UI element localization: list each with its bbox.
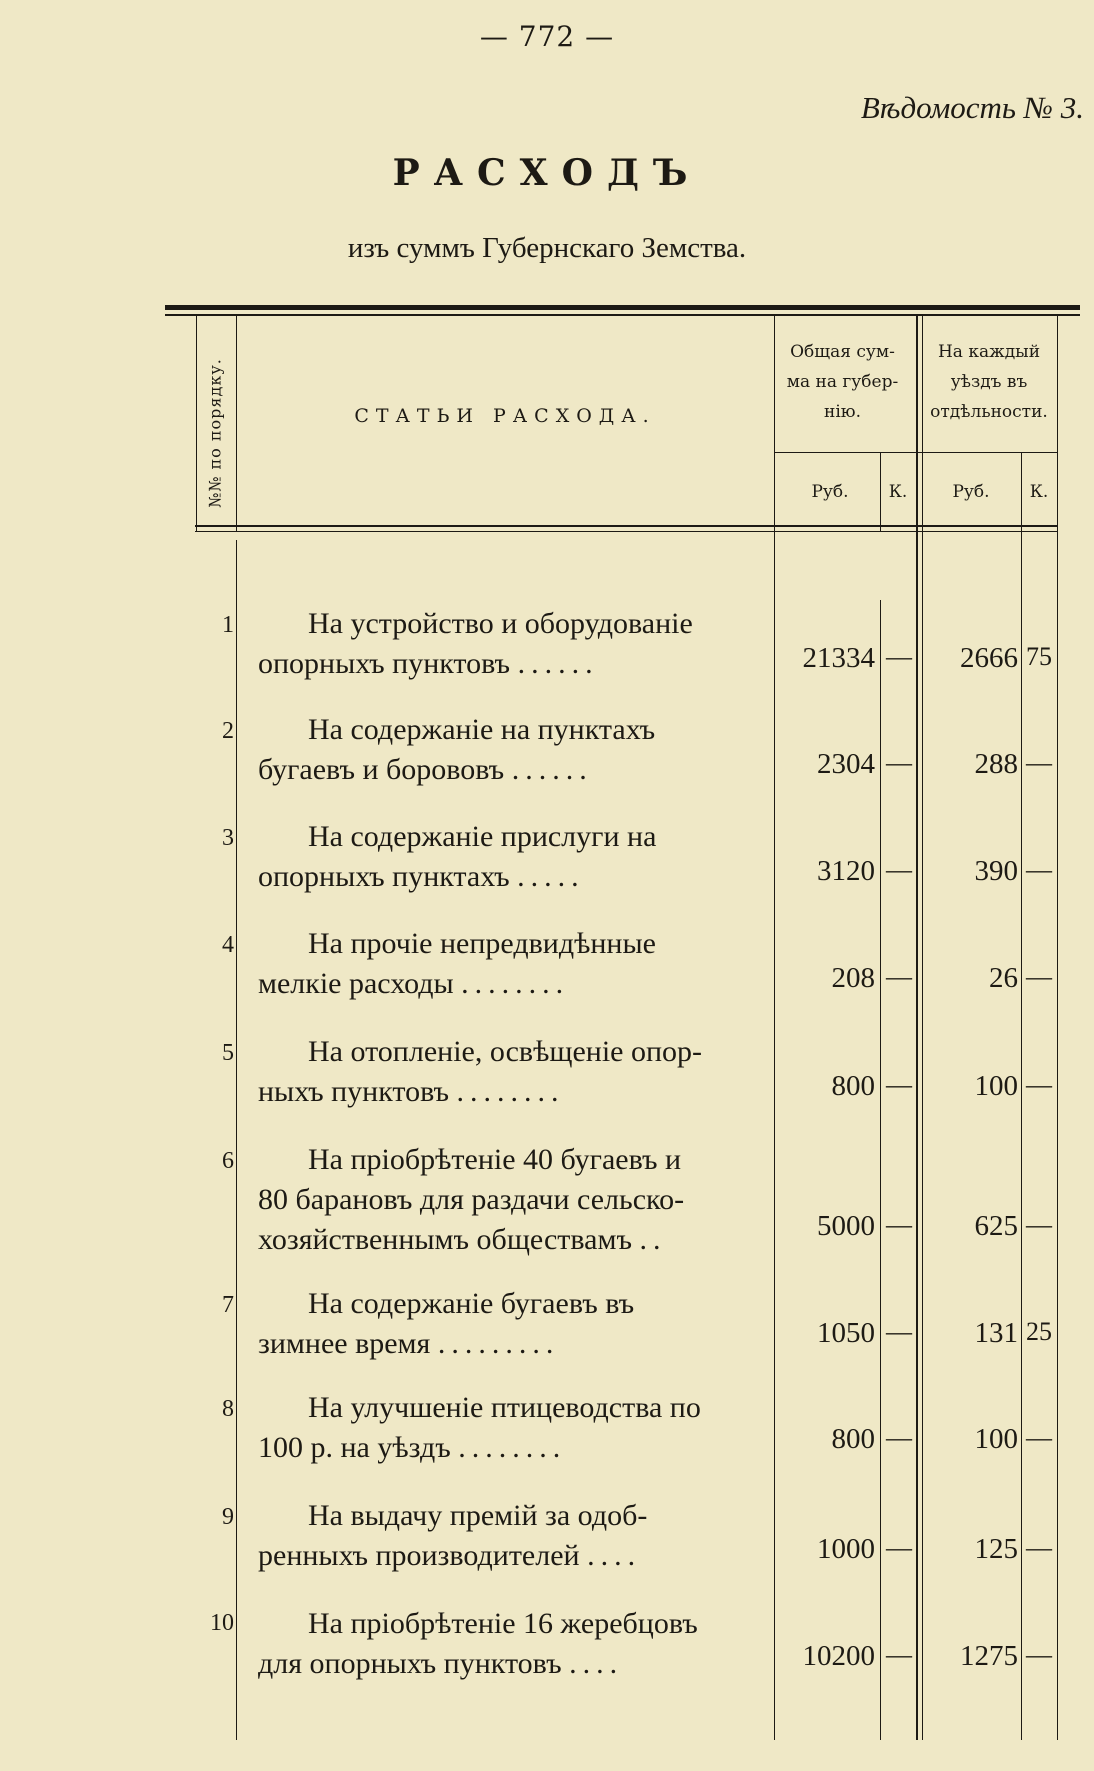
total-rub: 21334 [802, 642, 875, 674]
total-kop: — [886, 1423, 912, 1452]
header-each-line1: На каждый [937, 342, 1041, 362]
row-line: На улучшеніе птицеводства по [308, 1391, 701, 1424]
row-line: 100 р. на уѣздъ ........ [258, 1431, 567, 1464]
column-line-each-kop [1021, 452, 1022, 1740]
total-rub: 2304 [817, 748, 875, 780]
row-line: опорныхъ пунктовъ ...... [258, 647, 599, 680]
each-kop: 75 [1026, 642, 1052, 671]
total-kop: — [886, 1210, 912, 1239]
row-line: На пріобрѣтеніе 16 жеребцовъ [308, 1607, 698, 1640]
document-title: РАСХОДЪ [392, 152, 702, 194]
row-description [258, 1032, 756, 1112]
header-total-kop: К. [888, 482, 908, 502]
each-rub: 2666 [960, 642, 1018, 674]
each-kop: 25 [1026, 1317, 1052, 1346]
row-line: ныхъ пунктовъ ........ [258, 1075, 565, 1108]
row-number: 2 [222, 718, 234, 744]
document-label: Вѣдомость № 3. [860, 90, 1084, 125]
total-rub: 10200 [802, 1640, 875, 1672]
row-description [258, 710, 756, 790]
total-kop: — [886, 748, 912, 777]
total-rub: 800 [831, 1070, 875, 1102]
header-total-line3: нію. [824, 402, 861, 422]
row-line: опорныхъ пунктахъ ..... [258, 860, 585, 893]
each-rub: 125 [974, 1533, 1018, 1565]
top-rule-thin [165, 314, 1080, 316]
row-line: На устройство и оборудованіе [308, 607, 693, 640]
total-kop: — [886, 642, 912, 671]
each-rub: 100 [974, 1423, 1018, 1455]
total-rub: 208 [831, 962, 875, 994]
header-number: №№ по порядку. [205, 358, 225, 508]
header-each-line2: уѣздъ въ [950, 372, 1028, 392]
each-kop: — [1026, 1210, 1052, 1239]
row-line: На прочіе непредвидѣнные [308, 927, 656, 960]
row-line: На пріобрѣтеніе 40 бугаевъ и [308, 1143, 682, 1176]
row-description [258, 817, 756, 897]
each-kop: — [1026, 748, 1052, 777]
each-kop: — [1026, 1070, 1052, 1099]
total-kop: — [886, 1533, 912, 1562]
header-each [918, 337, 1060, 427]
header-total-rub: Руб. [811, 482, 849, 502]
row-number: 1 [222, 612, 234, 638]
row-description [258, 1604, 756, 1684]
column-line-right [1057, 316, 1058, 1740]
document-subtitle: изъ суммъ Губернскаго Земства. [347, 232, 747, 264]
row-number: 8 [222, 1396, 234, 1422]
each-kop: — [1026, 1423, 1052, 1452]
top-rule-thick [165, 305, 1080, 310]
total-rub: 1000 [817, 1533, 875, 1565]
row-description [258, 924, 756, 1004]
each-rub: 625 [974, 1210, 1018, 1242]
column-line-total-b [922, 316, 923, 1740]
row-line: бугаевъ и борововъ ...... [258, 753, 593, 786]
row-description [258, 604, 756, 684]
row-number: 10 [210, 1610, 234, 1636]
each-rub: 1275 [960, 1640, 1018, 1672]
row-line: для опорныхъ пунктовъ .... [258, 1647, 624, 1680]
row-description [258, 1496, 756, 1576]
total-kop: — [886, 962, 912, 991]
each-rub: 390 [974, 855, 1018, 887]
total-kop: — [886, 1317, 912, 1346]
row-description [258, 1140, 756, 1260]
header-each-rub: Руб. [952, 482, 990, 502]
row-line: ренныхъ производителей .... [258, 1539, 642, 1572]
column-line-total-kop-body [880, 600, 881, 1740]
row-number: 6 [222, 1148, 234, 1174]
total-rub: 3120 [817, 855, 875, 887]
column-line-number-body [236, 540, 237, 1740]
each-rub: 26 [989, 962, 1018, 994]
each-kop: — [1026, 962, 1052, 991]
each-kop: — [1026, 1640, 1052, 1669]
header-each-kop: К. [1029, 482, 1049, 502]
header-total-line2: ма на губер- [786, 372, 899, 392]
column-line-article [774, 316, 775, 1740]
column-line-total-kop [880, 452, 881, 532]
each-rub: 288 [974, 748, 1018, 780]
row-line: На содержаніе на пунктахъ [308, 713, 656, 746]
header-each-line3: отдѣльности. [930, 402, 1048, 422]
row-line: На содержаніе прислуги на [308, 820, 657, 853]
row-description [258, 1388, 756, 1468]
each-kop: — [1026, 1533, 1052, 1562]
total-kop: — [886, 855, 912, 884]
header-article: СТАТЬИ РАСХОДА. [354, 405, 656, 427]
total-rub: 800 [831, 1423, 875, 1455]
each-rub: 131 [974, 1317, 1018, 1349]
total-rub: 5000 [817, 1210, 875, 1242]
row-line: хозяйственнымъ обществамъ .. [258, 1223, 667, 1256]
header-total [775, 337, 910, 427]
column-line-total [916, 316, 918, 1740]
row-number: 7 [222, 1292, 234, 1318]
row-line: зимнее время ......... [258, 1327, 560, 1360]
row-line: мелкіе расходы ........ [258, 967, 570, 1000]
row-line: На отопленіе, освѣщеніе опор- [308, 1035, 703, 1068]
header-total-line1: Общая сум- [790, 342, 895, 362]
row-number: 5 [222, 1040, 234, 1066]
row-number: 3 [222, 825, 234, 851]
total-rub: 1050 [817, 1317, 875, 1349]
row-number: 9 [222, 1504, 234, 1530]
row-line: На выдачу премій за одоб- [308, 1499, 648, 1532]
column-line-number [236, 316, 237, 531]
column-line-left [196, 316, 197, 531]
total-kop: — [886, 1070, 912, 1099]
row-line: 80 барановъ для раздачи сельско- [258, 1183, 685, 1216]
row-line: На содержаніе бугаевъ въ [308, 1287, 635, 1320]
page-number: — 772 — [479, 20, 615, 53]
header-bottom-rule [195, 525, 1057, 527]
total-kop: — [886, 1640, 912, 1669]
row-description [258, 1284, 756, 1364]
header-bottom-rule-2 [195, 531, 1057, 532]
each-kop: — [1026, 855, 1052, 884]
row-number: 4 [222, 932, 234, 958]
each-rub: 100 [974, 1070, 1018, 1102]
